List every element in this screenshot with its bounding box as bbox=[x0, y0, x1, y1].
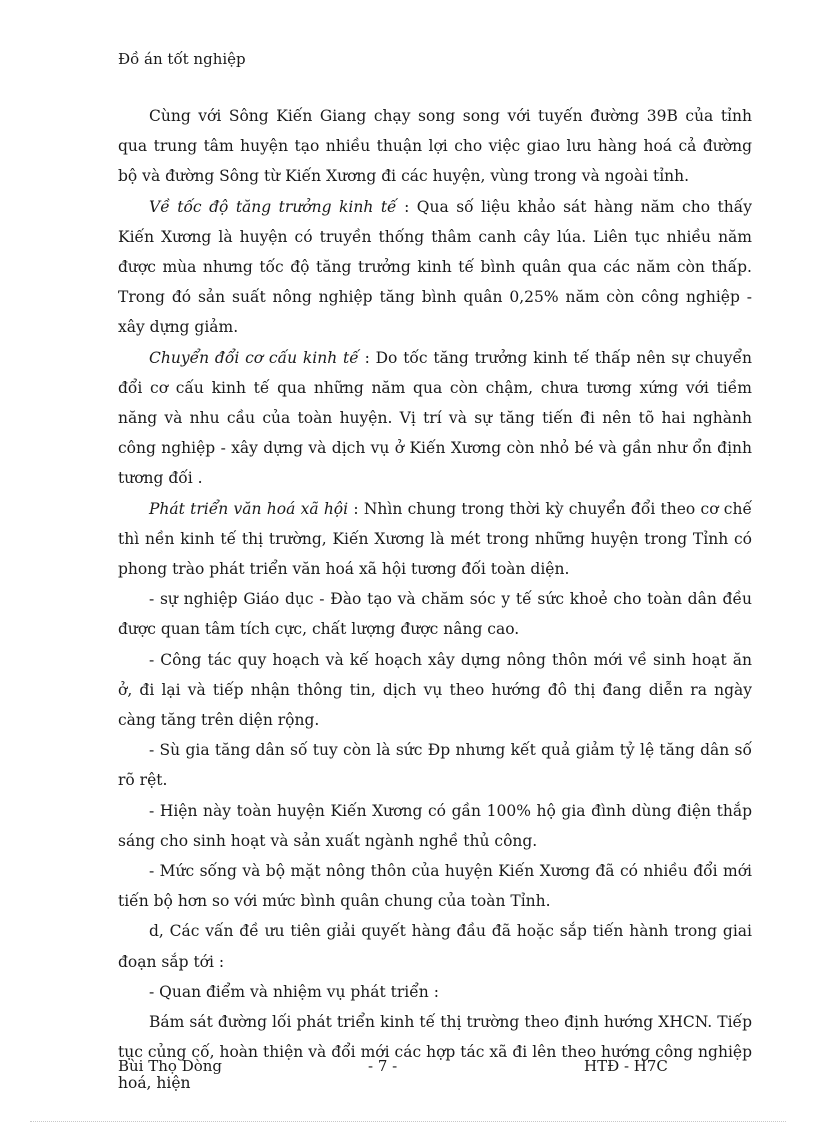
italic-heading: Phát triển văn hoá xã hội bbox=[149, 499, 349, 518]
paragraph: Phát triển văn hoá xã hội : Nhìn chung trong thời kỳ chuyển đổi theo cơ chế thì nền kinh tế thị trường, Kiến Xương là mét trong những huyện trong Tỉnh có phong trào phát triển văn hoá xã hội tương đối toàn diện. bbox=[118, 499, 752, 579]
body-text bbox=[118, 101, 752, 1098]
page-footer bbox=[118, 1055, 678, 1077]
paragraph: Chuyển đổi cơ cấu kinh tế : Do tốc tăng trưởng kinh tế thấp nên sự chuyển đổi cơ cấu kinh tế qua những năm qua còn chậm, chưa tương xứng với tiềm năng và nhu cầu của toàn huyện. Vị trí và sự tăng tiến đi nên tõ hai nghành công nghiệp - xây dựng và dịch vụ ở Kiến Xương còn nhỏ bé và gần như ổn định tương đối . bbox=[118, 348, 753, 488]
footer-author: Bùi Thọ Dòng bbox=[118, 1057, 223, 1075]
footer-page-number: - 7 - bbox=[368, 1057, 398, 1075]
paragraph: Về tốc độ tăng trưởng kinh tế : Qua số liệu khảo sát hàng năm cho thấy Kiến Xương là huyện có truyền thống thâm canh cây lúa. Liên tục nhiều năm được mùa nhưng tốc độ tăng trưởng kinh tế bình quân qua các năm còn thấp. Trong đó sản suất nông nghiệp tăng bình quân 0,25% năm còn công nghiệp - xây dựng giảm. bbox=[118, 197, 752, 337]
footer-class-code: HTĐ - H7C bbox=[584, 1057, 668, 1075]
italic-heading: Chuyển đổi cơ cấu kinh tế bbox=[149, 348, 359, 367]
italic-heading: Về tốc độ tăng trưởng kinh tế bbox=[149, 197, 397, 216]
paragraph: - sự nghiệp Giáo dục - Đào tạo và chăm sóc y tế sức khoẻ cho toàn dân đều được quan tâm tích cực, chất lượng được nâng cao. bbox=[118, 590, 752, 639]
paragraph: - Mức sống và bộ mặt nông thôn của huyện Kiến Xương đã có nhiều đổi mới tiến bộ hơn so với mức bình quân chung của toàn Tỉnh. bbox=[118, 862, 752, 911]
paragraph: - Hiện này toàn huyện Kiến Xương có gần 100% hộ gia đình dùng điện thắp sáng cho sinh hoạt và sản xuất ngành nghề thủ công. bbox=[118, 801, 752, 850]
paragraph: - Quan điểm và nhiệm vụ phát triển : bbox=[149, 982, 439, 1001]
paragraph: Cùng với Sông Kiến Giang chạy song song với tuyến đường 39B của tỉnh qua trung tâm huyện tạo nhiều thuận lợi cho việc giao lưu hàng hoá cả đường bộ và đường Sông từ Kiến Xương đi các huyện, vùng trong và ngoài tỉnh. bbox=[118, 107, 752, 186]
paragraph: - Sù gia tăng dân số tuy còn là sức Đp nhưng kết quả giảm tỷ lệ tăng dân số rõ rệt. bbox=[118, 741, 752, 790]
paragraph: Bám sát đường lối phát triển kinh tế thị trường theo định hướng XHCN. Tiếp tục củng cố, hoàn thiện và đổi mới các hợp tác xã đi lên theo hướng công nghiệp hoá, hiện bbox=[118, 1013, 752, 1092]
paragraph: - Công tác quy hoạch và kế hoạch xây dựng nông thôn mới về sinh hoạt ăn ở, đi lại và tiếp nhận thông tin, dịch vụ theo hướng đô thị đang diễn ra ngày càng tăng trên diện rộng. bbox=[118, 650, 752, 730]
page-header: Đồ án tốt nghiệp bbox=[118, 50, 246, 68]
paragraph: d, Các vấn đề ưu tiên giải quyết hàng đầu đã hoặc sắp tiến hành trong giai đoạn sắp tới : bbox=[118, 922, 752, 971]
page-bottom-divider bbox=[30, 1121, 786, 1122]
